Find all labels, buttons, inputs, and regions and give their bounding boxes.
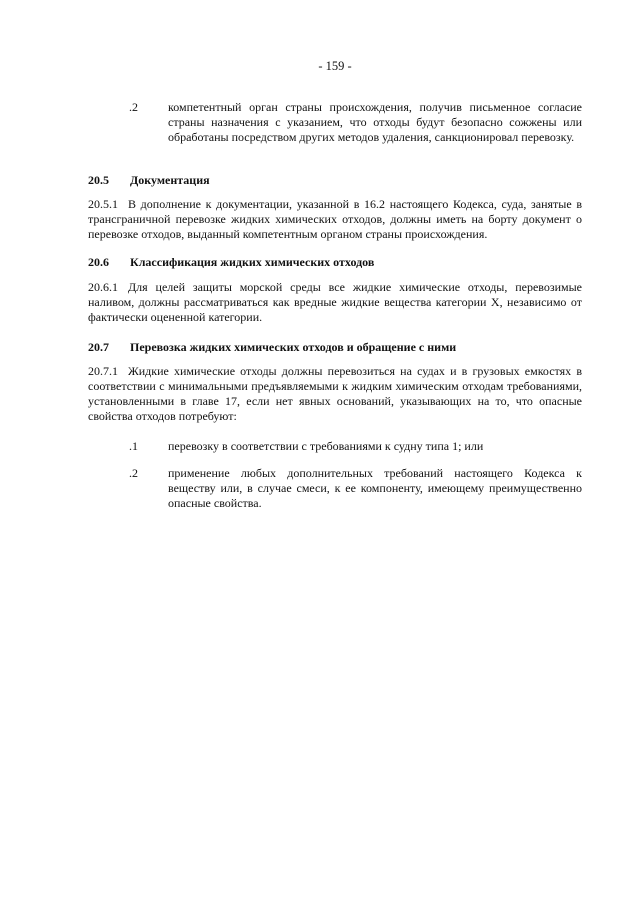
paragraph-text: Жидкие химические отходы должны перевозиться на судах и в грузовых емкостях в соответствии с минимальными предъявляемыми к жидким химическим отходам требованиями, установленными в главе 17, если нет явных оснований, указывающих на то, что опасные свойства отходов потребуют: bbox=[88, 364, 582, 423]
item-text: компетентный орган страны происхождения, получив письменное согласие страны назначения с указанием, что отходы будут безопасно сожжены или обработаны посредством других методов удаления, санкционировал перевозку. bbox=[168, 100, 582, 144]
document-page bbox=[88, 0, 582, 905]
section-number: 20.5 bbox=[88, 173, 109, 187]
paragraph-20-7-1 bbox=[88, 364, 582, 424]
item-text: применение любых дополнительных требований настоящего Кодекса к веществу или, в случае смеси, к ее компоненту, имеющему преимущественно опасные свойства. bbox=[168, 466, 582, 510]
paragraph-number: 20.6.1 bbox=[88, 280, 118, 294]
paragraph-text: В дополнение к документации, указанной в 16.2 настоящего Кодекса, суда, занятые в трансграничной перевозке жидких химических отходов, должны иметь на борту документ о перевозке отходов, выданный компетентным органом страны происхождения. bbox=[88, 197, 582, 241]
section-title: Документация bbox=[130, 173, 210, 187]
paragraph-text: Для целей защиты морской среды все жидкие химические отходы, перевозимые наливом, должны рассматриваться как вредные жидкие вещества категории X, независимо от фактически оцененной категории. bbox=[88, 280, 582, 324]
item-number: .2 bbox=[129, 100, 138, 114]
paragraph-number: 20.5.1 bbox=[88, 197, 118, 211]
item-number: .1 bbox=[129, 439, 138, 453]
paragraph-20-6-1 bbox=[88, 280, 582, 325]
section-number: 20.7 bbox=[88, 340, 109, 354]
item-number: .2 bbox=[129, 466, 138, 480]
section-number: 20.6 bbox=[88, 255, 109, 269]
section-title: Классификация жидких химических отходов bbox=[130, 255, 375, 269]
paragraph-number: 20.7.1 bbox=[88, 364, 118, 378]
item-text: перевозку в соответствии с требованиями к судну типа 1; или bbox=[168, 439, 484, 453]
paragraph-20-5-1 bbox=[88, 197, 582, 242]
page-number: - 159 - bbox=[318, 59, 352, 73]
section-title: Перевозка жидких химических отходов и обращение с ними bbox=[130, 340, 457, 354]
